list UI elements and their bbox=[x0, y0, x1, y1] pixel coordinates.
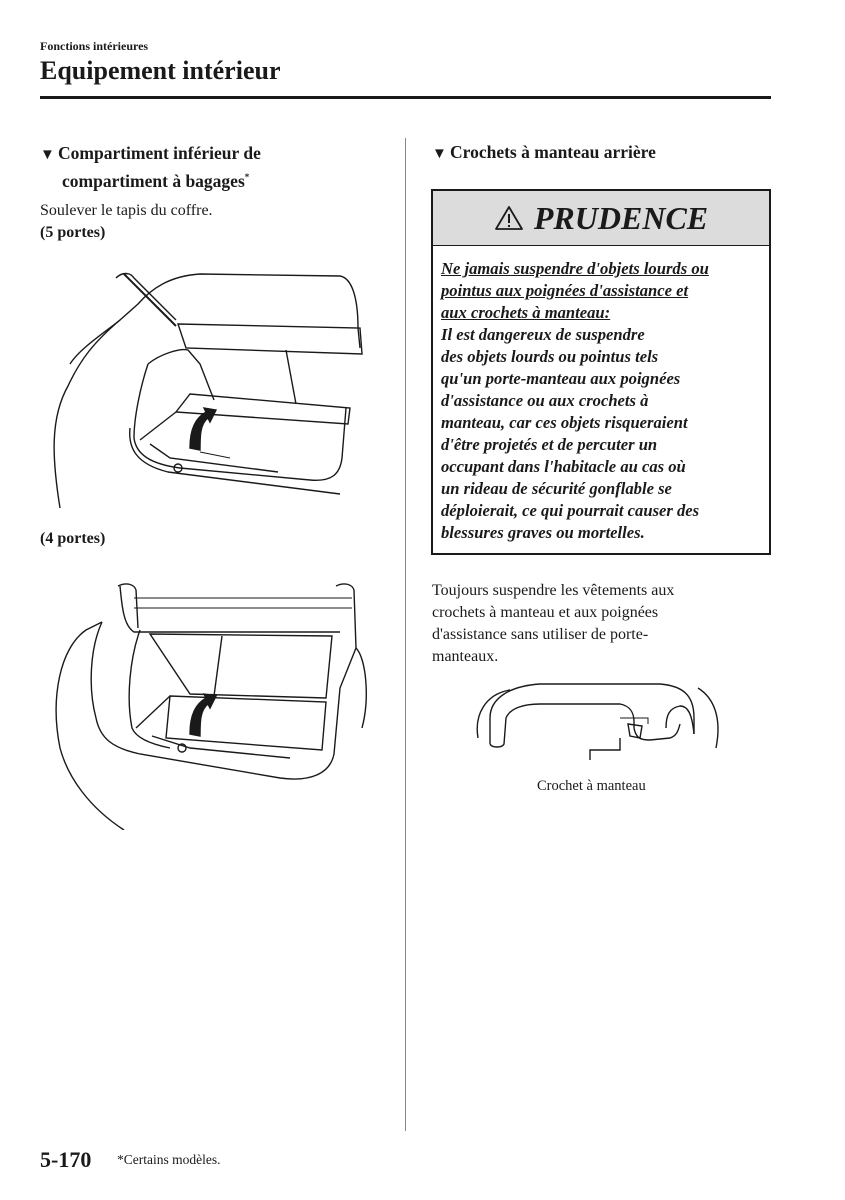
caution-line: d'assistance ou aux crochets à bbox=[441, 391, 649, 410]
caution-line: Il est dangereux de suspendre bbox=[441, 325, 645, 344]
label-5-doors: (5 portes) bbox=[40, 224, 106, 241]
footnote-marker: * bbox=[244, 172, 250, 182]
caution-line: un rideau de sécurité gonflable se bbox=[441, 479, 672, 498]
page-title: Equipement intérieur bbox=[40, 56, 281, 85]
heading-coat-hooks bbox=[432, 142, 656, 163]
heading-line-2: compartiment à bagages bbox=[62, 170, 245, 191]
triangle-down-icon: ▼ bbox=[432, 146, 447, 162]
triangle-down-icon: ▼ bbox=[40, 147, 55, 163]
instruction-text: Soulever le tapis du coffre. bbox=[40, 202, 213, 219]
title-rule bbox=[40, 96, 771, 99]
heading-coat-hooks-label: Crochets à manteau arrière bbox=[450, 142, 656, 162]
page-number: 5-170 bbox=[40, 1147, 92, 1172]
coat-hook-paragraph bbox=[432, 580, 762, 668]
warning-triangle-icon bbox=[494, 204, 524, 232]
heading-line-1: Compartiment inférieur de bbox=[58, 143, 261, 163]
paragraph-line: d'assistance sans utiliser de porte- bbox=[432, 626, 649, 643]
caution-line: d'être projetés et de percuter un bbox=[441, 435, 658, 454]
caution-header bbox=[433, 191, 769, 246]
paragraph-line: manteaux. bbox=[432, 648, 499, 665]
figure-coat-hook bbox=[470, 678, 730, 770]
figure-5-door-trunk bbox=[40, 268, 370, 508]
section-kicker: Fonctions intérieures bbox=[40, 39, 149, 53]
column-divider bbox=[405, 138, 406, 1131]
caution-body bbox=[433, 246, 769, 544]
figure-4-door-trunk bbox=[40, 578, 370, 830]
caution-line: des objets lourds ou pointus tels bbox=[441, 347, 659, 366]
label-4-doors: (4 portes) bbox=[40, 530, 106, 547]
footnote: *Certains modèles. bbox=[117, 1152, 221, 1167]
caution-line: blessures graves ou mortelles. bbox=[441, 523, 645, 542]
heading-lower-compartment bbox=[40, 142, 340, 192]
caution-line: manteau, car ces objets risqueraient bbox=[441, 413, 688, 432]
caution-underlined-line: Ne jamais suspendre d'objets lourds ou bbox=[441, 259, 709, 278]
caution-line: occupant dans l'habitacle au cas où bbox=[441, 457, 686, 476]
paragraph-line: Toujours suspendre les vêtements aux bbox=[432, 582, 675, 599]
figure-caption: Crochet à manteau bbox=[537, 778, 646, 794]
caution-box bbox=[431, 189, 771, 555]
caution-underlined-line: aux crochets à manteau: bbox=[441, 303, 611, 322]
caution-title: PRUDENCE bbox=[533, 199, 709, 236]
caution-line: qu'un porte-manteau aux poignées bbox=[441, 369, 681, 388]
caution-line: déploierait, ce qui pourrait causer des bbox=[441, 501, 700, 520]
paragraph-line: crochets à manteau et aux poignées bbox=[432, 604, 659, 621]
caution-underlined-line: pointus aux poignées d'assistance et bbox=[441, 281, 689, 300]
